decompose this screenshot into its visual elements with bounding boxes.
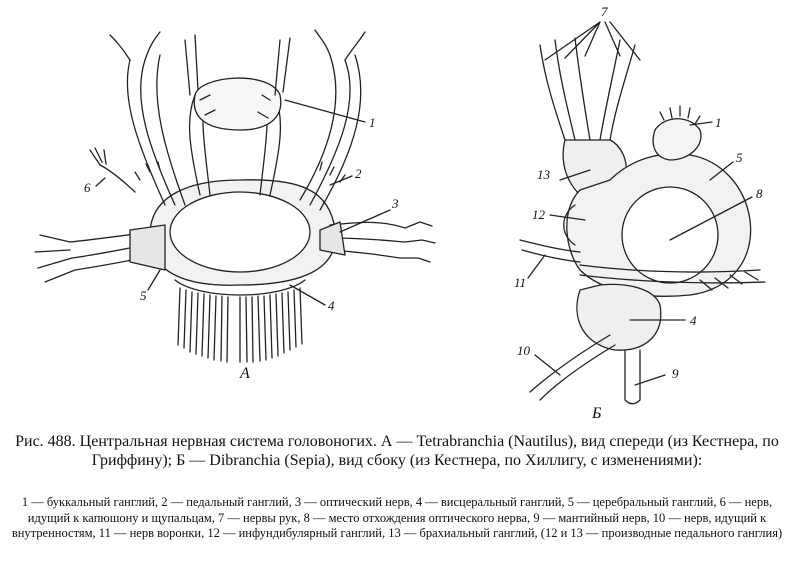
- label-b-10: 10: [517, 343, 530, 358]
- label-b-8: 8: [756, 186, 763, 201]
- label-b-9: 9: [672, 366, 679, 381]
- panel-b-letter: Б: [592, 405, 602, 422]
- label-b-11: 11: [514, 275, 527, 290]
- label-a-1: 1: [369, 115, 376, 130]
- label-a-2: 2: [355, 166, 362, 181]
- label-b-5: 5: [736, 150, 743, 165]
- label-b-1: 1: [715, 115, 722, 130]
- panel-a-drawing: [35, 30, 435, 362]
- label-b-7: 7: [601, 4, 608, 19]
- label-b-13: 13: [537, 167, 550, 182]
- panel-a-letter: А: [240, 365, 250, 382]
- figure-legend: 1 — буккальный ганглий, 2 — педальный ганглий, 3 — оптический нерв, 4 — висцеральный ганглий, 5 — церебральный ганглий, 6 — нерв, идущий к капюшону и щупальцам, 7 — нервы рук, 8 — место отхождения оптического нерва, 9 — мантийный нерв, 10 — нерв, идущий к внутренностям, 11 — нерв воронки, 12 — инфундибулярный ганглий, 13 — брахиальный ганглий, (12 и 13 — производные педального ганглия): [11, 495, 783, 540]
- label-a-3: 3: [392, 196, 399, 211]
- figure-caption: Рис. 488. Центральная нервная система головоногих. А — Tetrabranchia (Nautilus), вид спереди (из Кестнера, по Гриффину); Б — Dibranchia (Sepia), вид сбоку (из Кестнера, по Хиллигу, с изменениями):: [15, 433, 779, 469]
- panel-b-drawing: [520, 38, 765, 404]
- label-a-4: 4: [328, 298, 335, 313]
- label-b-12: 12: [532, 207, 545, 222]
- label-a-5: 5: [140, 288, 147, 303]
- label-a-6: 6: [84, 180, 91, 195]
- label-b-4: 4: [690, 313, 697, 328]
